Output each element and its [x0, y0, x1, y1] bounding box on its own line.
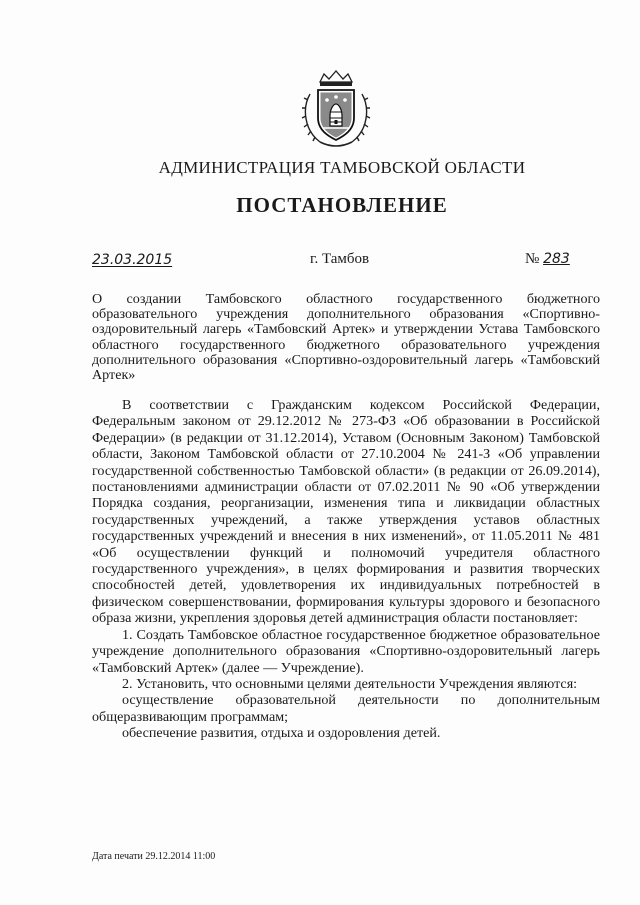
organization-name: АДМИНИСТРАЦИЯ ТАМБОВСКОЙ ОБЛАСТИ	[158, 158, 526, 177]
number-prefix: №	[525, 251, 540, 267]
preamble-paragraph: В соответствии с Гражданским кодексом Российской Федерации, Федеральным законом от 29.12.2012 № 273-ФЗ «Об образовании в Российской Федерации» (в редакции от 31.12.2014), Уставом (Основным Законом) Тамбовской области, Законом Тамбовской области от 27.10.2004 № 241-З «Об управлении государственной собственностью Тамбовской области» (в редакции от 26.09.2014), постановлениями администрации области от 07.02.2011 № 90 «Об утверждении Порядка создания, реорганизации, изменения типа и ликвидации областных государственных учреждений, а также утверждения уставов областных государственных учреждений и внесения в них изменений», от 11.05.2011 № 481 «Об осуществлении функций и полномочий учредителя областного государственного учреждения», в целях формирования и развития творческих способностей детей, удовлетворения их индивидуальных потребностей в физическом совершенствовании, формирования культуры здорового и безопасного образа жизни, укрепления здоровья детей администрация области постановляет:	[92, 397, 600, 627]
goal-1-paragraph: осуществление образовательной деятельности по дополнительным общеразвивающим программам;	[92, 692, 600, 725]
document-body	[92, 397, 600, 742]
item-2-paragraph: 2. Установить, что основными целями деятельности Учреждения являются:	[122, 675, 578, 692]
document-city: г. Тамбов	[310, 251, 370, 267]
print-date-footer: Дата печати 29.12.2014 11:00	[92, 851, 216, 862]
item-1-paragraph: 1. Создать Тамбовское областное государственное бюджетное образовательное учреждение дополнительного образования «Спортивно-оздоровительный лагерь «Тамбовский Артек» (далее — Учреждение).	[92, 626, 600, 676]
document-type-heading: ПОСТАНОВЛЕНИЕ	[236, 193, 448, 217]
number-value: 283	[543, 251, 570, 267]
coat-of-arms-icon	[296, 68, 376, 152]
document-number	[525, 251, 570, 268]
goal-2-paragraph: обеспечение развития, отдыха и оздоровления детей.	[122, 725, 441, 742]
document-date: 23.03.2015	[92, 252, 173, 268]
document-title: О создании Тамбовского областного государственного бюджетного образовательного учреждения дополнительного образования «Спортивно-оздоровительный лагерь «Тамбовский Артек» и утверждении Устава Тамбовского областного государственного бюджетного образовательного учреждения дополнительного образования «Спортивно-оздоровительный лагерь «Тамбовский Артек»	[92, 291, 600, 384]
